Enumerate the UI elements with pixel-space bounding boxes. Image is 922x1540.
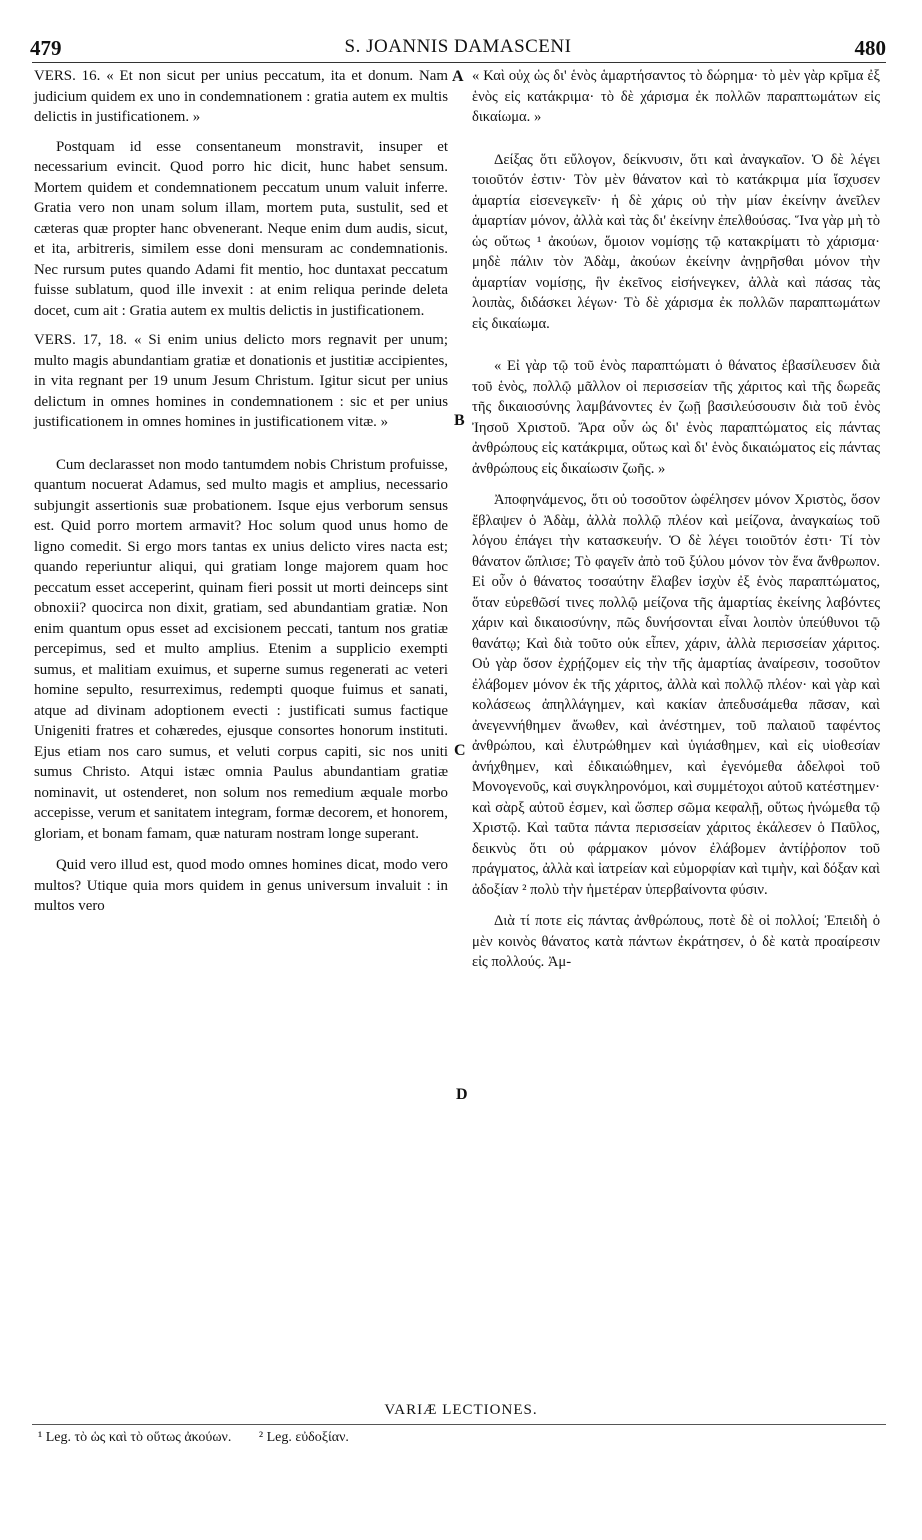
latin-paragraph-2: Postquam id esse consentaneum monstravit, insuper et necessarium evincit. Quod porro hic dicit, hunc habet sensum. Mortem quidem et condemnationem peccatum unum valuit inferre. Gratia vero non unam solum illam, mortem puta, sustulit, sed et cæteras quæ propter hanc obvenerant. Neque enim dum audis, sicut, et ita, arbitreris, similem esse doni mensuram ac condemnationis. Nec rursum putes quando Adami fit mentio, hoc duntaxat peccatum fuisse sublatum, quod ille invexit : at enim reliqua perinde deleta docet, cum ait : Gratia autem ex multis delictis in justificationem. — [34, 138, 448, 319]
footnotes — [38, 1428, 878, 1448]
page-number-right: 480 — [854, 36, 886, 60]
footnote-1: ¹ Leg. τὸ ὡς καὶ τὸ οὕτως ἀκούων. — [38, 1430, 232, 1445]
page-number-left: 479 — [30, 36, 62, 60]
latin-column — [34, 66, 448, 917]
latin-paragraph-5: Quid vero illud est, quod modo omnes homines dicat, modo vero multos? Utique quia mors quidem in genus universum invaluit : in multos vero — [34, 857, 448, 914]
greek-paragraph-4: Ἀποφηνάμενος, ὅτι οὐ τοσοῦτον ὠφέλησεν μόνον Χριστὸς, ὅσον ἔβλαψεν ὁ Ἀδὰμ, ἀλλὰ πολλῷ πλέον καὶ μείζονα, ἀναγκαίως τοῦ λόγου ἐπάγει τὴν κατασκευήν. Ὁ δὲ λέγει τοιοῦτόν ἐστι· Τί τὸν θάνατον ὥπλισε; Τὸ φαγεῖν ἀπὸ τοῦ ξύλου μόνον τὸν ἕνα ἄνθρωπον. Εἰ οὖν ὁ θάνατος τοσαύτην ἔλαβεν ἰσχὺν ἐξ ἑνὸς παραπτώματος, ὅταν εὑρεθῶσί τινες πολλῷ μείζονα τῆς ἁμαρτίας ἐκείνης λαβόντες χάριν καὶ δικαιοσύνην, πῶς δυνήσονται εἶναι λοιπὸν ὑπεύθυνοι τῷ θανάτῳ; Καὶ διὰ τοῦτο οὐκ εἶπεν, χάριν, ἀλλὰ περισσείαν χάριτος. Οὐ γὰρ ὅσον ἐχρῄζομεν εἰς τὴν τῆς ἁμαρτίας ἀναίρεσιν, τοσοῦτον ἐλάβομεν μόνον ἐκ τῆς χάριτος, ἀλλὰ καὶ πολλῷ πλέον· καὶ γὰρ καὶ κολάσεως ἀπηλλάγημεν, καὶ κακίαν ἀπεδυσάμεθα πᾶσαν, καὶ ἀνεγεννήθημεν ἄνωθεν, καὶ ἀνέστημεν, τοῦ παλαιοῦ ταφέντος ἀνθρώπου, καὶ ἐλυτρώθημεν καὶ ὑγιάσθημεν, καὶ εἰς υἱοθεσίαν ἀνήχθημεν, καὶ ἐδικαιώθημεν, καὶ ἐγενόμεθα ἀδελφοὶ τοῦ Μονογενοῦς, καὶ συγκληρονόμοι, καὶ συμμέτοχοι αὐτοῦ κατέστημεν· καὶ σὰρξ αὐτοῦ ἐσμεν, καὶ ὥσπερ σῶμα κεφαλῇ, οὕτως ἡνώμεθα τῷ Χριστῷ. Καὶ ταῦτα πάντα περισσείαν χάριτος ἐκάλεσεν ὁ Παῦλος, δεικνὺς ὅτι οὐ φάρμακον μόνον ἐλάβομεν ἀντίῤῥοπον τοῦ πράγματος, ἀλλὰ καὶ ἰατρείαν καὶ εὐμορφίαν καὶ τιμὴν, καὶ δόξαν καὶ ἀδοξίαν ² πολὺ τὴν ἡμετέραν ὑπερβαίνοντα φύσιν. — [472, 492, 880, 898]
greek-column — [472, 66, 880, 973]
header-rule — [32, 62, 886, 63]
running-header — [30, 36, 886, 62]
greek-paragraph-5: Διὰ τί ποτε εἰς πάντας ἀνθρώπους, ποτὲ δὲ οἱ πολλοί; Ἐπειδὴ ὁ μὲν κοινὸς θάνατος κατὰ πάντων ἐκράτησεν, ὁ δὲ κατὰ προαίρεσιν εἰς πολλούς. Ἀμ- — [472, 913, 880, 970]
running-title: S. JOANNIS DAMASCENI — [344, 36, 572, 57]
greek-paragraph-1: « Καὶ οὐχ ὡς δι' ἑνὸς ἁμαρτήσαντος τὸ δώρημα· τὸ μὲν γὰρ κρῖμα ἐξ ἑνὸς εἰς κατάκριμα· τὸ δὲ χάρισμα ἐκ πολλῶν παραπτωμάτων εἰς δικαίωμα. » — [472, 68, 880, 125]
variae-lectiones-heading: VARIÆ LECTIONES. — [384, 1402, 538, 1418]
latin-paragraph-4: Cum declarasset non modo tantumdem nobis Christum profuisse, quantum nocuerat Adamus, sed multo magis et amplius, necessario subjungit assertionis suæ probationem. Isque ejus verborum sensus est. Quid porro mortem armavit? Hoc solum quod unus homo de ligno comedit. Si ergo mors tantas ex unius delicto vires nacta est; quando reperiuntur aliqui, qui gratiam longe majorem quam hoc peccatum esset acceperint, quinam fieri possit ut morti deinceps sint obnoxii? quocirca non dixit, gratiam, sed abundantiam gratiæ. Non enim quantum opus esset ad excisionem peccati, tantum nos gratiæ percepimus, sed et multo amplius. Etenim a supplicio exempti sumus, et malitiam exuimus, et superne sumus regenerati ac veteri homine sepulto, resurreximus, redempti quoque fuimus et sanati, atque ad divinam adoptionem evecti : justificati sumus factique Unigeniti fratres et cohæredes, ejusque consortes honorum instituti. Ejus etiam nos caro sumus, et veluti corpus capiti, sic nos uniti sumus Christo. Atqui istæc omnia Paulus abundantiam gratiæ nominavit, ut ostenderet, non solum nos remedium æquale morbo accepisse, verum et sanitatem integram, formæ decorem, et honorem, gloriam, et bonam famam, quæ naturam nostram longe superant. — [34, 456, 448, 842]
margin-letter-a: A — [452, 68, 464, 85]
margin-letter-c: C — [454, 742, 466, 759]
greek-paragraph-3: « Εἰ γὰρ τῷ τοῦ ἑνὸς παραπτώματι ὁ θάνατος ἐβασίλευσεν διὰ τοῦ ἑνὸς, πολλῷ μᾶλλον οἱ περισσείαν τῆς χάριτος καὶ τῆς δωρεᾶς τῆς δικαιοσύνης λαμβάνοντες ἐν ζωῇ βασιλεύσουσιν διὰ τοῦ ἑνὸς Ἰησοῦ Χριστοῦ. Ἄρα οὖν ὡς δι' ἑνὸς παραπτώματος εἰς πάντας ἀνθρώπους εἰς κατάκριμα, οὕτως καὶ δι' ἑνὸς δικαιώματος εἰς πάντας ἀνθρώπους εἰς δικαίωσιν ζωῆς. » — [472, 358, 880, 477]
margin-letter-b: B — [454, 412, 465, 429]
latin-paragraph-1: VERS. 16. « Et non sicut per unius peccatum, ita et donum. Nam judicium quidem ex uno in condemnationem : gratia autem ex multis delictis in justificationem. » — [34, 68, 448, 125]
footer-rule — [32, 1424, 886, 1425]
greek-paragraph-2: Δείξας ὅτι εὔλογον, δείκνυσιν, ὅτι καὶ ἀναγκαῖον. Ὁ δὲ λέγει τοιοῦτόν ἐστιν· Τὸν μὲν θάνατον καὶ τὸ κατάκριμα μία ἴσχυσεν ἁμαρτία εἰσενεγκεῖν· ἡ δὲ χάρις οὐ τὴν μίαν ἐκείνην ἀνεῖλεν ἁμαρτίαν μόνον, ἀλλὰ καὶ τὰς δι' ἐκείνην ἐπελθούσας. Ἵνα γὰρ μὴ τὸ ὡς οὕτως ¹ ἀκούων, ὅμοιον νομίσῃς τῷ κατακρίματι τὸ χάρισμα· μηδὲ πάλιν τὸν Ἀδὰμ, ἀκούων ἐκείνην ἀνῃρῆσθαι μόνον τὴν ἁμαρτίαν νομίσῃς, ἣν ἐκεῖνος εἰσήνεγκεν, ἀλλὰ καὶ πάσας τὰς λοιπὰς, διδάσκει λέγων· Τὸ δὲ χάρισμα ἐκ πολλῶν παραπτωμάτων εἰς δικαίωμα. — [472, 151, 880, 332]
footnote-2: ² Leg. εὐδοξίαν. — [258, 1430, 349, 1445]
margin-letter-d: D — [456, 1086, 468, 1103]
latin-paragraph-3: VERS. 17, 18. « Si enim unius delicto mors regnavit per unum; multo magis abundantiam gratiæ et donationis et justitiæ accipientes, in vita regnant per 19 unum Jesum Christum. Igitur sicut per unius delictum in omnes homines in condemnationem : sic et per unius justificationem in omnes homines in justificationem vitæ. » — [34, 332, 448, 430]
